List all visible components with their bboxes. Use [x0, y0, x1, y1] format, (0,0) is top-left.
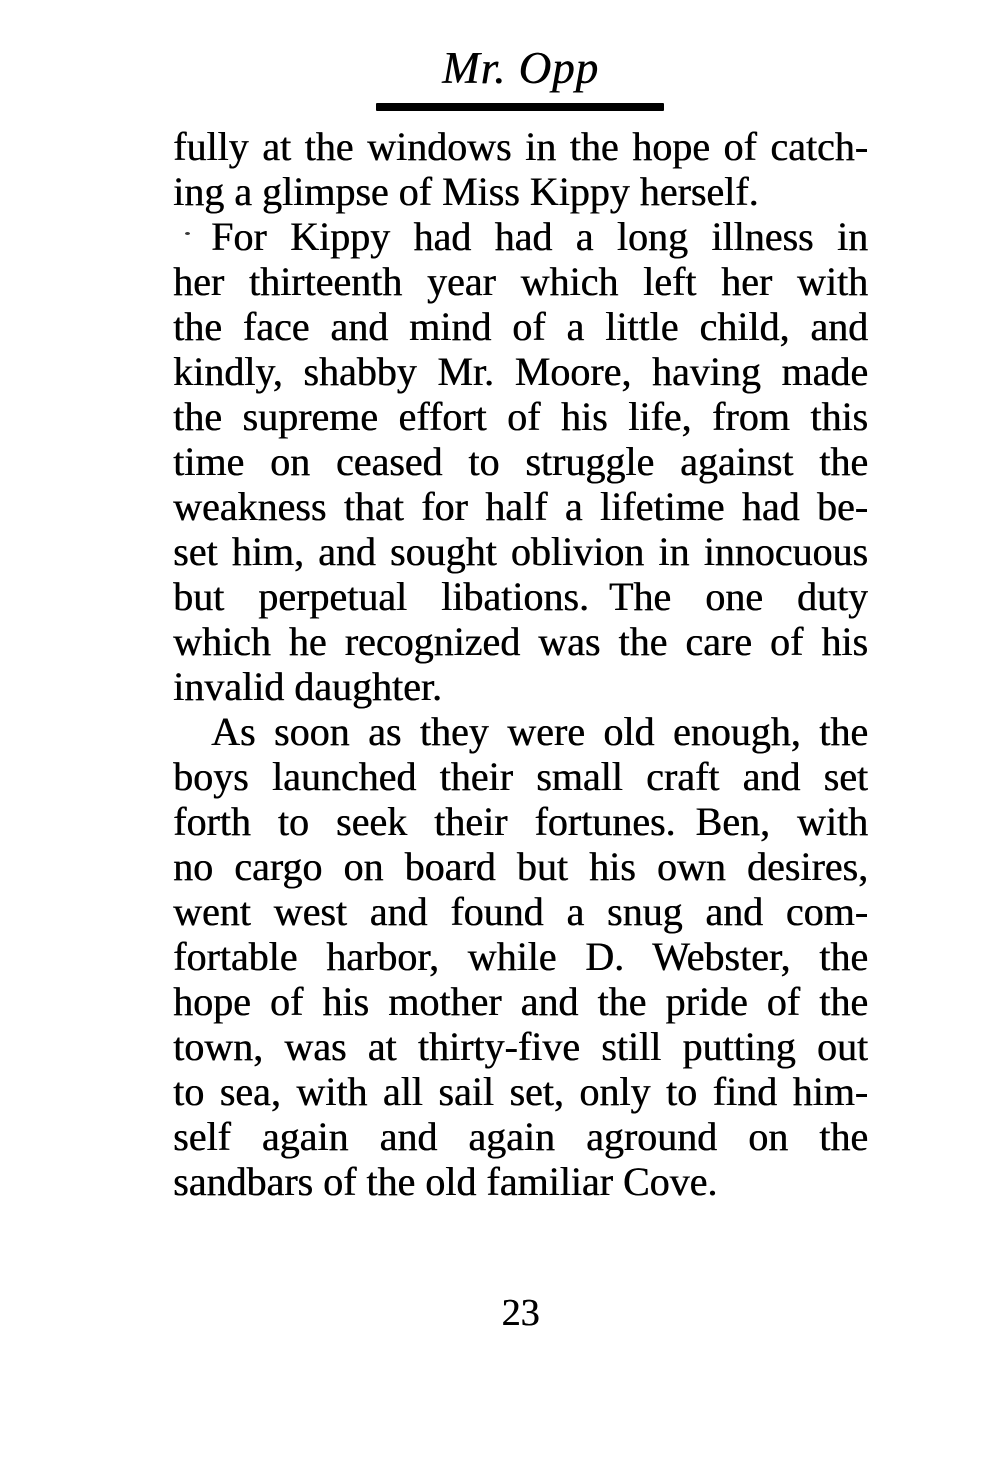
text-line: sandbars of the old familiar Cove. — [173, 1159, 718, 1204]
text-line: As soon as they were old enough, the — [211, 709, 868, 754]
running-header-title: Mr. Opp — [441, 43, 599, 93]
text-line: the supreme effort of his life, from this — [173, 394, 868, 439]
text-line: invalid daughter. — [173, 664, 442, 709]
text-line: boys launched their small craft and set — [173, 754, 868, 799]
text-line: went west and found a snug and com- — [173, 889, 868, 934]
page-number: 23 — [501, 1292, 540, 1334]
text-line: kindly, shabby Mr. Moore, having made — [173, 349, 868, 394]
text-line: time on ceased to struggle against the — [173, 439, 868, 484]
text-line: self again and again aground on the — [173, 1114, 868, 1159]
text-line: which he recognized was the care of his — [173, 619, 868, 664]
text-line: set him, and sought oblivion in innocuous — [173, 529, 868, 574]
text-line: the face and mind of a little child, and — [173, 304, 868, 349]
text-line: For Kippy had had a long illness in — [211, 214, 868, 259]
text-line: hope of his mother and the pride of the — [173, 979, 868, 1024]
text-line: forth to seek their fortunes. Ben, with — [173, 799, 868, 844]
text-line: fully at the windows in the hope of catch- — [173, 124, 868, 169]
text-line: fortable harbor, while D. Webster, the — [173, 934, 868, 979]
text-line: town, was at thirty-five still putting out — [173, 1024, 868, 1069]
text-line: her thirteenth year which left her with — [173, 259, 868, 304]
text-line: weakness that for half a lifetime had be- — [173, 484, 868, 529]
text-line: ing a glimpse of Miss Kippy herself. — [173, 169, 759, 214]
header-rule-divider — [376, 103, 664, 111]
text-line: no cargo on board but his own desires, — [173, 844, 868, 889]
text-line: to sea, with all sail set, only to find him- — [173, 1069, 868, 1114]
body-text-block — [173, 124, 868, 1204]
text-line: but perpetual libations. The one duty — [173, 574, 868, 619]
